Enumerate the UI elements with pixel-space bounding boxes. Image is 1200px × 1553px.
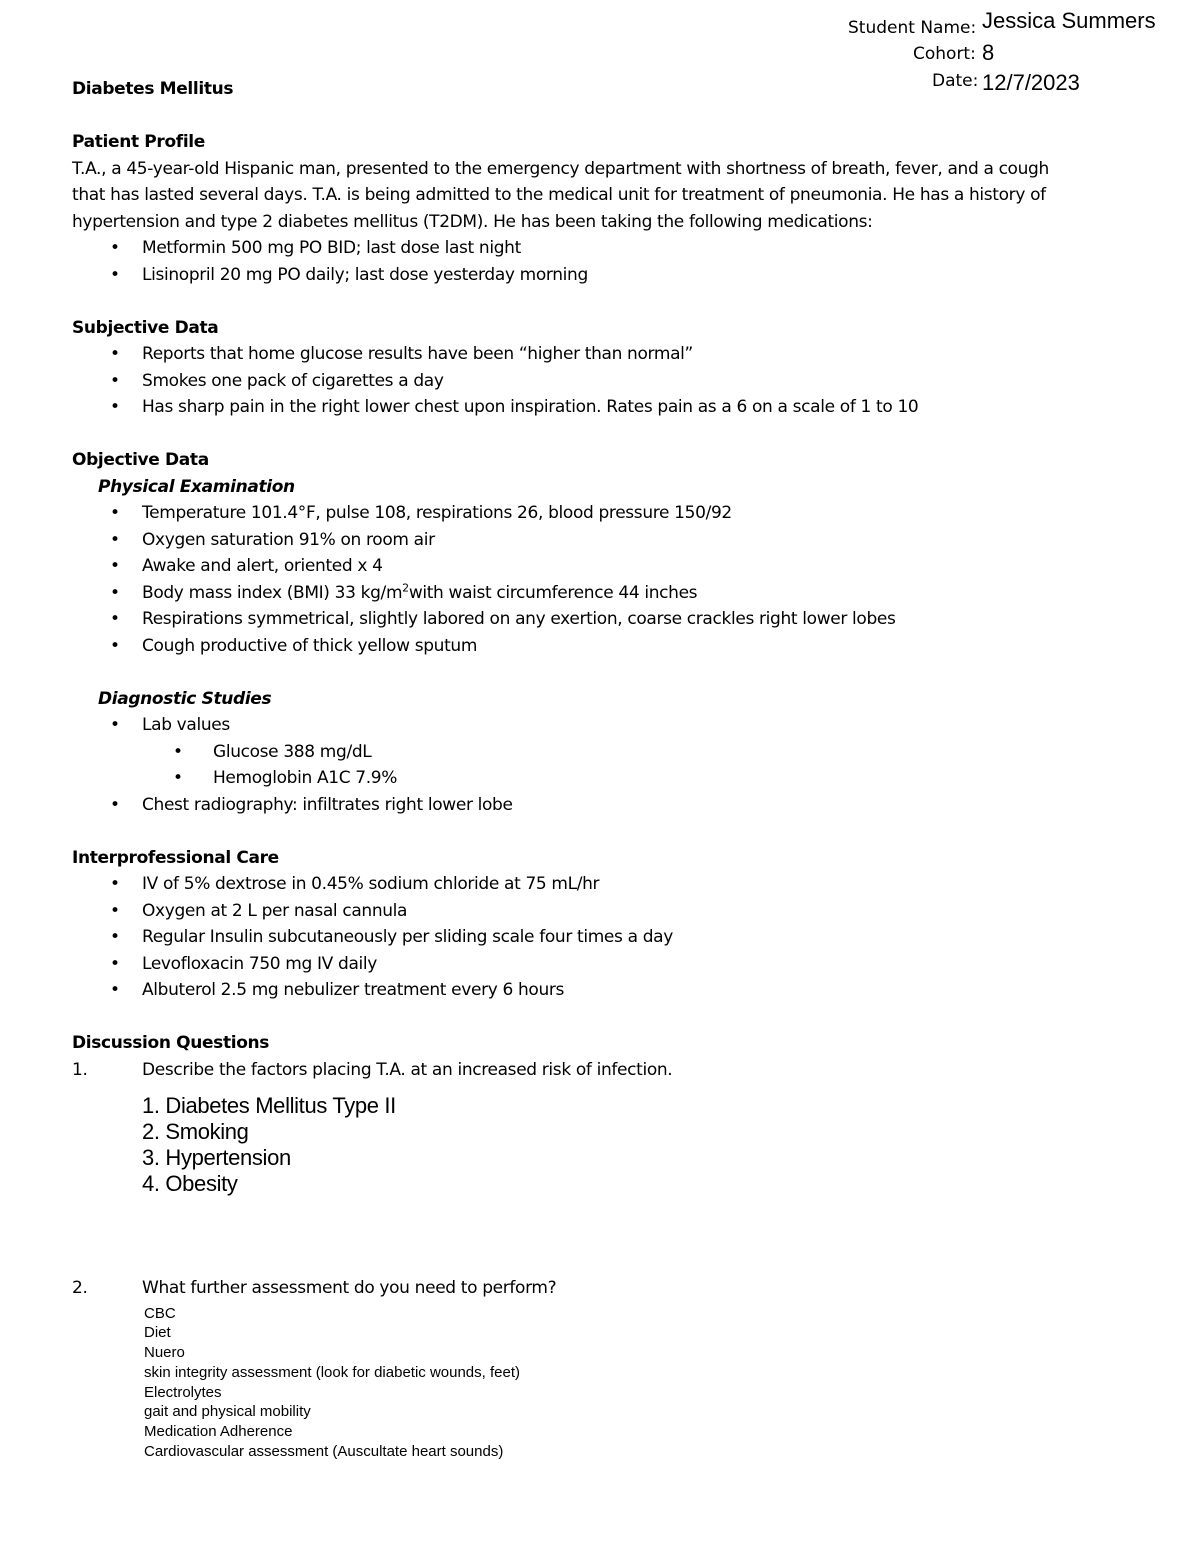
physical-item: • Respirations symmetrical, slightly labored on any exertion, coarse crackles right lower lobes <box>72 606 1132 633</box>
subjective-item: • Smokes one pack of cigarettes a day <box>72 368 1132 395</box>
answer-line: Electrolytes <box>144 1383 222 1401</box>
physical-item: • Cough productive of thick yellow sputum <box>72 633 1132 660</box>
answer-line: Cardiovascular assessment (Auscultate heart sounds) <box>144 1443 504 1461</box>
patient-profile-heading: Patient Profile <box>72 132 205 152</box>
subjective-item: • Has sharp pain in the right lower chest upon inspiration. Rates pain as a 6 on a scale of 1 to 10 <box>72 394 1132 421</box>
answer-line: 2. Smoking <box>142 1119 249 1144</box>
care-list <box>72 871 1132 1004</box>
question-2 <box>72 1275 1132 1302</box>
answer-line: Diet <box>144 1324 171 1342</box>
diagnostic-heading: Diagnostic Studies <box>98 688 272 709</box>
care-item: • Levofloxacin 750 mg IV daily <box>72 951 1132 978</box>
care-item: • IV of 5% dextrose in 0.45% sodium chloride at 75 mL/hr <box>72 871 1132 898</box>
answer-line: 3. Hypertension <box>142 1145 291 1170</box>
answer-2 <box>144 1304 1132 1462</box>
answer-line: 1. Diabetes Mellitus Type II <box>142 1093 396 1118</box>
physical-item: • Temperature 101.4°F, pulse 108, respirations 26, blood pressure 150/92 <box>72 500 1132 527</box>
question-1 <box>72 1057 1132 1084</box>
patient-profile-line: hypertension and type 2 diabetes mellitus (T2DM). He has been taking the following medications: <box>72 211 873 232</box>
question-text: Describe the factors placing T.A. at an increased risk of infection. <box>142 1059 673 1080</box>
medication-item: • Metformin 500 mg PO BID; last dose last night <box>72 235 1132 262</box>
care-item: • Albuterol 2.5 mg nebulizer treatment every 6 hours <box>72 977 1132 1004</box>
date-label: Date: <box>932 71 979 91</box>
cohort-label: Cohort: <box>913 44 976 64</box>
chest-radiography-item: • Chest radiography: infiltrates right lower lobe <box>72 792 1132 819</box>
medication-list <box>72 235 1132 288</box>
care-item: • Regular Insulin subcutaneously per sliding scale four times a day <box>72 924 1132 951</box>
diagnostic-list <box>72 712 1132 818</box>
cohort-value: 8 <box>982 40 995 65</box>
medication-item: • Lisinopril 20 mg PO daily; last dose yesterday morning <box>72 262 1132 289</box>
lab-values-item: • Lab values <box>72 712 1132 739</box>
student-name-label: Student Name: <box>848 18 977 38</box>
answer-line: gait and physical mobility <box>144 1403 311 1421</box>
answer-line: skin integrity assessment (look for diabetic wounds, feet) <box>144 1363 521 1381</box>
subjective-list <box>72 341 1132 421</box>
question-text: What further assessment do you need to perform? <box>142 1278 557 1298</box>
student-name-value: Jessica Summers <box>982 8 1156 33</box>
physical-item: • Oxygen saturation 91% on room air <box>72 527 1132 554</box>
bmi-superscript: 2 <box>402 580 409 594</box>
discussion-heading: Discussion Questions <box>72 1033 270 1053</box>
bmi-text: Body mass index (BMI) 33 kg/m <box>142 582 403 603</box>
answer-1 <box>142 1093 1132 1197</box>
question-number: 1. <box>72 1059 88 1080</box>
subjective-item: • Reports that home glucose results have been “higher than normal” <box>72 341 1132 368</box>
care-heading: Interprofessional Care <box>72 847 279 868</box>
physical-exam-list <box>72 500 1132 659</box>
document-body <box>72 76 1132 1462</box>
document-title: Diabetes Mellitus <box>72 79 234 99</box>
physical-exam-heading: Physical Examination <box>98 476 295 497</box>
physical-item: • Awake and alert, oriented x 4 <box>72 553 1132 580</box>
lab-item: • Glucose 388 mg/dL <box>72 739 1132 766</box>
answer-line: 4. Obesity <box>142 1171 238 1196</box>
date-value: 12/7/2023 <box>982 70 1080 95</box>
care-item: • Oxygen at 2 L per nasal cannula <box>72 898 1132 925</box>
objective-heading: Objective Data <box>72 450 209 470</box>
answer-line: Nuero <box>144 1344 185 1362</box>
patient-profile-line: T.A., a 45-year-old Hispanic man, presented to the emergency department with shortness of breath, fever, and a cough <box>72 158 1049 179</box>
subjective-heading: Subjective Data <box>72 317 219 338</box>
patient-profile-line: that has lasted several days. T.A. is being admitted to the medical unit for treatment of pneumonia. He has a history of <box>72 185 1046 205</box>
physical-item-bmi <box>72 580 1132 607</box>
answer-line: CBC <box>144 1304 176 1322</box>
bmi-tail: with waist circumference 44 inches <box>408 582 698 603</box>
lab-item: • Hemoglobin A1C 7.9% <box>72 765 1132 792</box>
answer-line: Medication Adherence <box>144 1423 293 1441</box>
question-number: 2. <box>72 1278 88 1298</box>
